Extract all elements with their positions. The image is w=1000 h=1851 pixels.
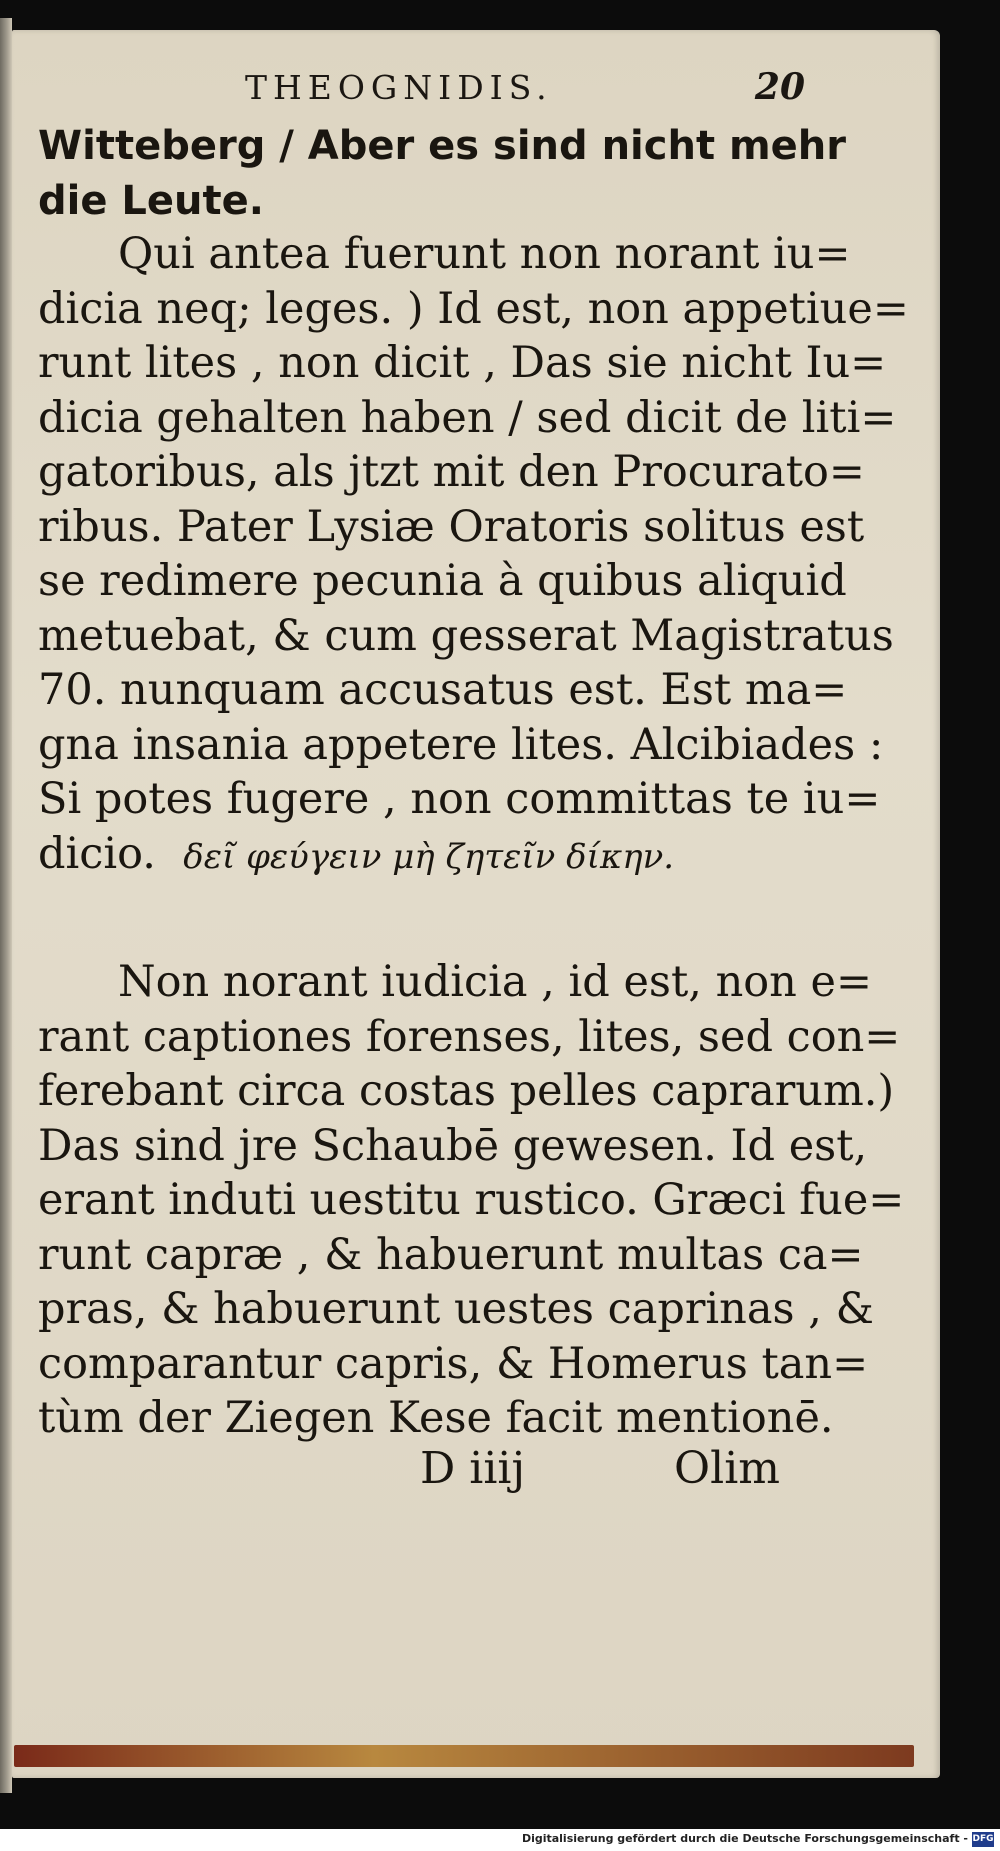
text-line: metuebat, & cum gesserat Magistratus [38,610,894,661]
text-line: pras, & habuerunt uestes caprinas , & [38,1284,874,1334]
text-line: ferebant circa costas pelles caprarum.) [38,1066,895,1116]
dfg-logo: DFG [972,1832,994,1847]
running-title: THEOGNIDIS. [245,68,553,107]
text-line: comparantur capris, & Homerus tan= [38,1338,869,1389]
text-line: ribus. Pater Lysiæ Oratoris solitus est [38,501,865,552]
funding-credit: Digitalisierung gefördert durch die Deutsche Forschungsgemeinschaft - [521,1832,968,1845]
text-line: tùm der Ziegen Kese facit mentionē. [38,1393,834,1443]
text-line: rant captiones forenses, lites, sed con= [38,1011,901,1062]
text-line: se redimere pecunia à quibus aliquid [38,556,847,606]
catchline [420,1443,780,1503]
main-text [38,118,909,1446]
digitization-footer [0,1829,1000,1851]
text-line: Das sind jre Schaubē gewesen. Id est, [38,1120,868,1171]
text-line: gna insania appetere lites. Alcibiades : [38,719,884,770]
text-line: runt capræ , & habuerunt multas ca= [38,1229,864,1280]
text-line [38,827,788,882]
text-line: gatoribus, als jtzt mit den Procurato= [38,447,865,497]
text-line: erant induti uestitu rustico. Græci fue= [38,1175,905,1225]
catchword: Olim [674,1443,780,1494]
page-edge [0,18,12,1793]
text-line-end: dicio. [38,828,156,879]
text-line: dicia neq; leges. ) Id est, non appetiue= [38,283,909,334]
text-line: runt lites , non dicit , Das sie nicht Iu= [38,338,887,388]
text-line: Qui antea fuerunt non norant iu= [118,229,851,279]
text-line: die Leute. [38,177,264,224]
page-bottom-edge [14,1745,914,1767]
text-line: 70. nunquam accusatus est. Est ma= [38,665,848,715]
text-line: dicia gehalten haben / sed dicit de liti= [38,392,897,443]
signature-mark: D iiij [420,1443,526,1494]
paragraph-gap [38,881,788,955]
page-number: 20 [754,66,805,108]
greek-quotation: δεῖ φεύγειν μὴ ζητεῖν δίκην. [183,836,675,877]
text-line: Si potes fugere , non committas te iu= [38,774,881,824]
running-header [245,62,805,122]
text-line: Witteberg / Aber es sind nicht mehr [38,123,847,169]
text-line: Non norant iudicia , id est, non e= [118,957,872,1007]
